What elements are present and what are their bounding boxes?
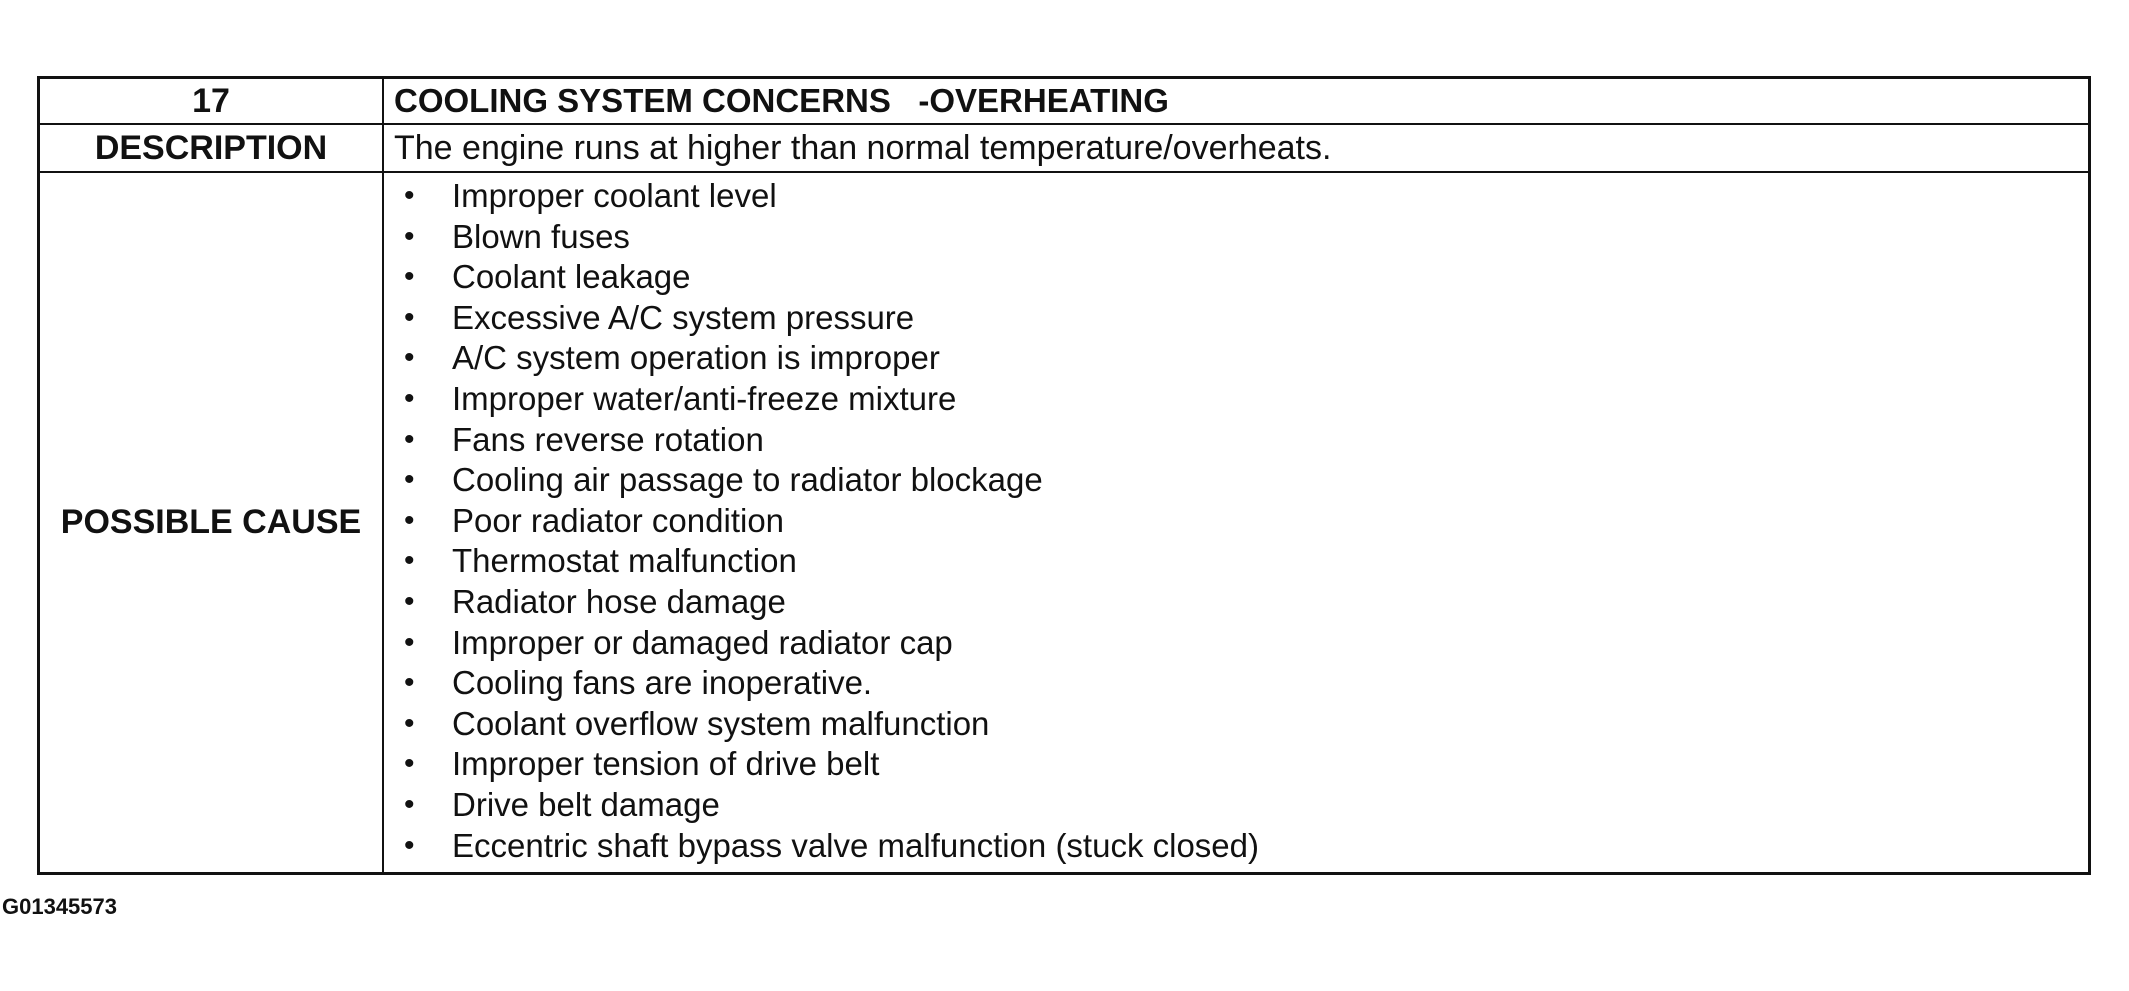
cause-text: Drive belt damage xyxy=(452,785,720,823)
bullet-icon: • xyxy=(404,300,415,334)
cause-list-item xyxy=(384,582,2088,623)
cause-text: A/C system operation is improper xyxy=(452,339,940,377)
cause-text: Coolant leakage xyxy=(452,258,691,296)
possible-cause-label: POSSIBLE CAUSE xyxy=(39,172,384,874)
cause-text: Eccentric shaft bypass valve malfunction (stuck closed) xyxy=(452,826,1260,864)
possible-cause-list xyxy=(384,176,2088,866)
cause-text: Cooling air passage to radiator blockage xyxy=(452,461,1043,499)
cause-text: Improper tension of drive belt xyxy=(452,745,880,783)
bullet-icon: • xyxy=(404,463,415,497)
cause-list-item xyxy=(384,257,2088,298)
bullet-icon: • xyxy=(404,706,415,740)
bullet-icon: • xyxy=(404,584,415,618)
cause-text: Improper coolant level xyxy=(452,177,777,214)
cause-text: Excessive A/C system pressure xyxy=(452,298,915,336)
bullet-icon: • xyxy=(404,341,415,375)
possible-cause-cell xyxy=(383,172,2090,874)
cause-text: Thermostat malfunction xyxy=(452,542,797,580)
cause-list-item xyxy=(384,623,2088,664)
bullet-icon: • xyxy=(404,828,415,862)
cause-text: Blown fuses xyxy=(452,217,630,255)
cause-text: Improper or damaged radiator cap xyxy=(452,623,953,661)
cause-list-item xyxy=(384,785,2088,826)
cause-list-item xyxy=(384,460,2088,501)
cause-text: Improper water/anti-freeze mixture xyxy=(452,379,957,417)
cause-list-item xyxy=(384,176,2088,217)
cause-list-item xyxy=(384,379,2088,420)
bullet-icon: • xyxy=(404,666,415,700)
cause-text: Radiator hose damage xyxy=(452,582,786,620)
cause-list-item xyxy=(384,663,2088,704)
cause-text: Poor radiator condition xyxy=(452,501,785,539)
bullet-icon: • xyxy=(404,381,415,415)
cause-list-item xyxy=(384,744,2088,785)
table-header-row xyxy=(39,78,2090,125)
cause-list-item xyxy=(384,217,2088,258)
diagnostic-table xyxy=(37,76,2091,875)
concern-number: 17 xyxy=(39,78,384,125)
possible-cause-row xyxy=(39,172,2090,874)
bullet-icon: • xyxy=(404,544,415,578)
cause-list-item xyxy=(384,541,2088,582)
bullet-icon: • xyxy=(404,503,415,537)
bullet-icon: • xyxy=(404,219,415,253)
bullet-icon: • xyxy=(404,260,415,294)
description-text: The engine runs at higher than normal temperature/overheats. xyxy=(383,124,2090,172)
cause-text: Fans reverse rotation xyxy=(452,420,764,458)
bullet-icon: • xyxy=(404,787,415,821)
cause-text: Cooling fans are inoperative. xyxy=(452,664,873,702)
concern-title: COOLING SYSTEM CONCERNS -OVERHEATING xyxy=(383,78,2090,125)
figure-id: G01345573 xyxy=(2,894,117,919)
bullet-icon: • xyxy=(404,747,415,781)
cause-list-item xyxy=(384,826,2088,867)
cause-list-item xyxy=(384,501,2088,542)
bullet-icon: • xyxy=(404,625,415,659)
bullet-icon: • xyxy=(404,422,415,456)
cause-list-item xyxy=(384,420,2088,461)
cause-list-item xyxy=(384,704,2088,745)
cause-list-item xyxy=(384,298,2088,339)
cause-list-item xyxy=(384,338,2088,379)
description-row xyxy=(39,124,2090,172)
cause-text: Coolant overflow system malfunction xyxy=(452,704,990,742)
bullet-icon: • xyxy=(404,179,415,212)
description-label: DESCRIPTION xyxy=(39,124,384,172)
